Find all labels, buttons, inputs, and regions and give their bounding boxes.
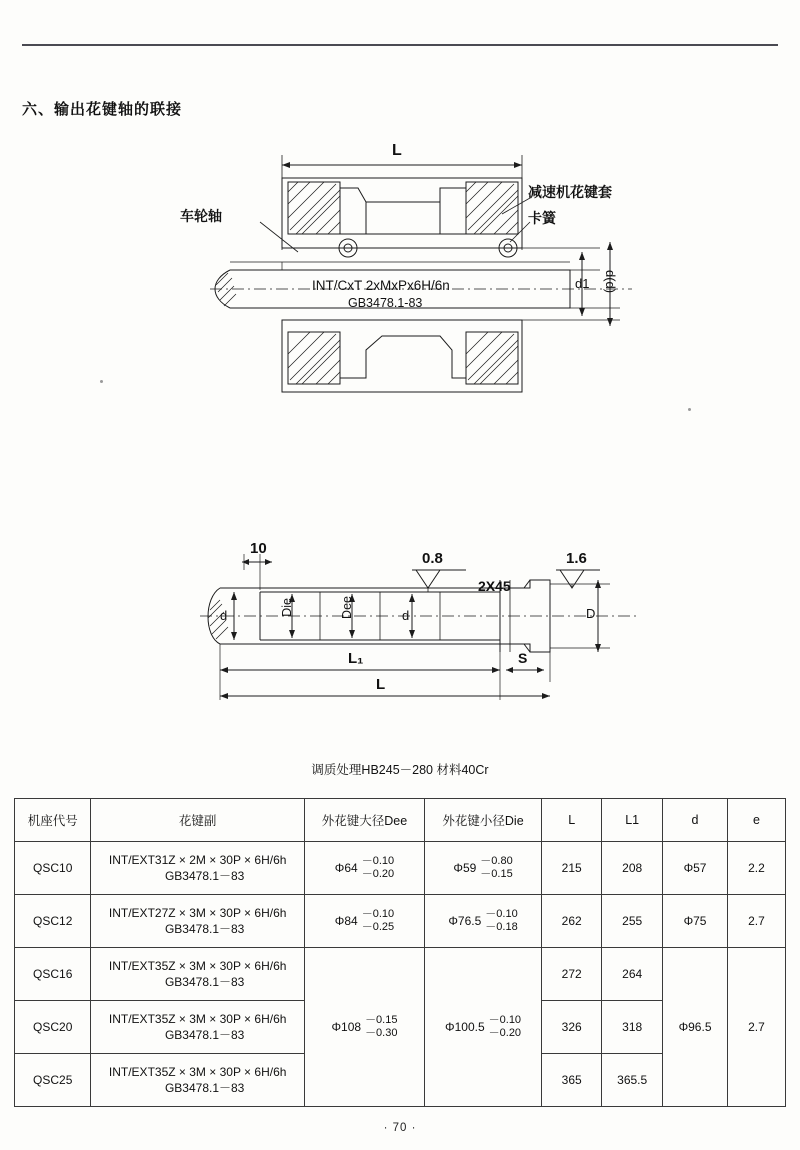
cell-l1: 318 <box>602 1001 663 1054</box>
cell-spline <box>91 895 305 948</box>
cell-dee <box>304 842 424 895</box>
cell-dee <box>304 895 424 948</box>
cell-code: QSC20 <box>15 1001 91 1054</box>
dee-tol-upper: －0.15 <box>365 1014 398 1027</box>
cell-l: 272 <box>542 948 602 1001</box>
cell-code: QSC25 <box>15 1054 91 1107</box>
figure2-label-L1: L₁ <box>348 650 364 667</box>
figure2-label-ra16: 1.6 <box>566 550 587 567</box>
th-l: L <box>542 799 602 842</box>
th-code: 机座代号 <box>15 799 91 842</box>
cell-die <box>425 895 542 948</box>
figure2-label-Die: Die <box>280 598 294 617</box>
cell-code: QSC10 <box>15 842 91 895</box>
th-l1: L1 <box>602 799 663 842</box>
die-tol-lower: －0.18 <box>485 921 518 933</box>
figure1-label-L: L <box>392 142 402 159</box>
cell-spline <box>91 948 305 1001</box>
spec-table-body <box>15 842 786 1107</box>
section-title: 六、输出花键轴的联接 <box>22 101 183 118</box>
cell-spline <box>91 842 305 895</box>
table-row <box>15 842 786 895</box>
die-tol-lower: －0.15 <box>480 868 513 880</box>
die-tol-lower: －0.20 <box>488 1027 522 1039</box>
cell-code: QSC12 <box>15 895 91 948</box>
table-row <box>15 895 786 948</box>
cell-die-merged <box>425 948 542 1107</box>
cell-l: 262 <box>542 895 602 948</box>
cell-l1: 255 <box>602 895 663 948</box>
spec-table-head <box>15 799 786 842</box>
die-tol-upper: －0.10 <box>485 908 518 921</box>
spline-line2: GB3478.1－83 <box>164 975 245 989</box>
dee-tolerance <box>362 908 394 933</box>
cell-l1: 365.5 <box>602 1054 663 1107</box>
figure1-label-dd: d(d) <box>603 270 618 294</box>
th-dee: 外花键大径Dee <box>304 799 424 842</box>
cell-spline <box>91 1054 305 1107</box>
figure2-label-chamfer: 2X45 <box>478 578 511 594</box>
figure1-label-spline-sleeve: 减速机花键套 <box>528 184 612 200</box>
th-spline: 花键副 <box>91 799 305 842</box>
cell-e: 2.7 <box>727 895 785 948</box>
dee-tol-upper: －0.10 <box>361 855 395 868</box>
dee-tol-lower: －0.25 <box>361 921 395 933</box>
cell-die <box>425 842 542 895</box>
spec-table <box>14 798 786 1107</box>
cell-e-merged: 2.7 <box>727 948 785 1107</box>
spline-line1: INT/EXT35Z × 3M × 30P × 6H/6h <box>108 958 287 973</box>
cell-e: 2.2 <box>727 842 785 895</box>
die-tolerance <box>480 855 512 880</box>
spec-table-wrapper <box>14 798 786 1107</box>
th-e: e <box>727 799 785 842</box>
dee-tol-upper: －0.10 <box>361 908 395 921</box>
th-d: d <box>663 799 728 842</box>
figure2-label-L: L <box>376 676 386 693</box>
th-die: 外花键小径Die <box>425 799 542 842</box>
die-value: Φ59 <box>453 861 477 875</box>
figure-spline-coupling <box>170 130 640 420</box>
spline-line2: GB3478.1－83 <box>164 922 245 936</box>
dee-value: Φ84 <box>334 914 358 928</box>
table-header-row <box>15 799 786 842</box>
cell-l1: 208 <box>602 842 663 895</box>
die-tolerance <box>489 1014 521 1039</box>
figure2-label-Dee: Dee <box>340 596 354 619</box>
spline-line2: GB3478.1－83 <box>164 869 245 883</box>
die-value: Φ76.5 <box>448 914 482 928</box>
figure2-svg <box>200 540 640 740</box>
dee-tol-lower: －0.30 <box>365 1027 398 1039</box>
figure1-label-snap-ring: 卡簧 <box>528 210 556 226</box>
figure2-label-d-mid: d <box>402 608 410 623</box>
scan-speck <box>100 380 103 383</box>
figure2-label-D: D <box>586 606 596 621</box>
dee-tolerance <box>365 1014 397 1039</box>
spline-line1: INT/EXT35Z × 3M × 30P × 6H/6h <box>108 1011 287 1026</box>
die-tol-upper: －0.10 <box>488 1014 522 1027</box>
cell-d: Φ75 <box>663 895 728 948</box>
dee-tol-lower: －0.20 <box>361 868 395 880</box>
figure2-label-ra08: 0.8 <box>422 550 443 567</box>
die-tol-upper: －0.80 <box>480 855 513 868</box>
heat-treatment-caption: 调质处理HB245－280 材料40Cr <box>311 763 489 777</box>
dee-value: Φ64 <box>334 861 358 875</box>
die-value: Φ100.5 <box>445 1020 485 1034</box>
dee-tolerance <box>362 855 394 880</box>
spline-line1: INT/EXT31Z × 2M × 30P × 6H/6h <box>108 852 287 867</box>
cell-l1: 264 <box>602 948 663 1001</box>
figure-shaft-dimensions <box>200 540 640 740</box>
cell-l: 365 <box>542 1054 602 1107</box>
figure1-label-wheel-shaft: 车轮轴 <box>180 208 222 224</box>
figure1-label-d1: d1 <box>575 276 590 291</box>
cell-spline <box>91 1001 305 1054</box>
cell-l: 326 <box>542 1001 602 1054</box>
cell-dee-merged <box>304 948 424 1107</box>
cell-d: Φ57 <box>663 842 728 895</box>
table-row <box>15 948 786 1001</box>
cell-d-merged: Φ96.5 <box>663 948 728 1107</box>
page-number: · 70 · <box>383 1122 417 1134</box>
cell-code: QSC16 <box>15 948 91 1001</box>
figure1-callout-line1: INT/CxT 2xMxPx6H/6n <box>312 278 450 293</box>
dee-value: Φ108 <box>331 1020 362 1034</box>
spline-line1: INT/EXT27Z × 3M × 30P × 6H/6h <box>108 905 287 920</box>
figure2-label-d-small: d <box>220 608 228 623</box>
figure2-label-S: S <box>518 650 528 666</box>
cell-l: 215 <box>542 842 602 895</box>
spline-line1: INT/EXT35Z × 3M × 30P × 6H/6h <box>108 1064 287 1079</box>
scan-speck <box>688 408 691 411</box>
header-rule <box>22 44 778 46</box>
spline-line2: GB3478.1－83 <box>164 1081 245 1095</box>
spline-line2: GB3478.1－83 <box>164 1028 245 1042</box>
die-tolerance <box>485 908 517 933</box>
figure2-label-10: 10 <box>250 540 267 557</box>
figure1-svg <box>170 130 640 420</box>
figure1-callout-line2: GB3478.1-83 <box>348 296 423 310</box>
